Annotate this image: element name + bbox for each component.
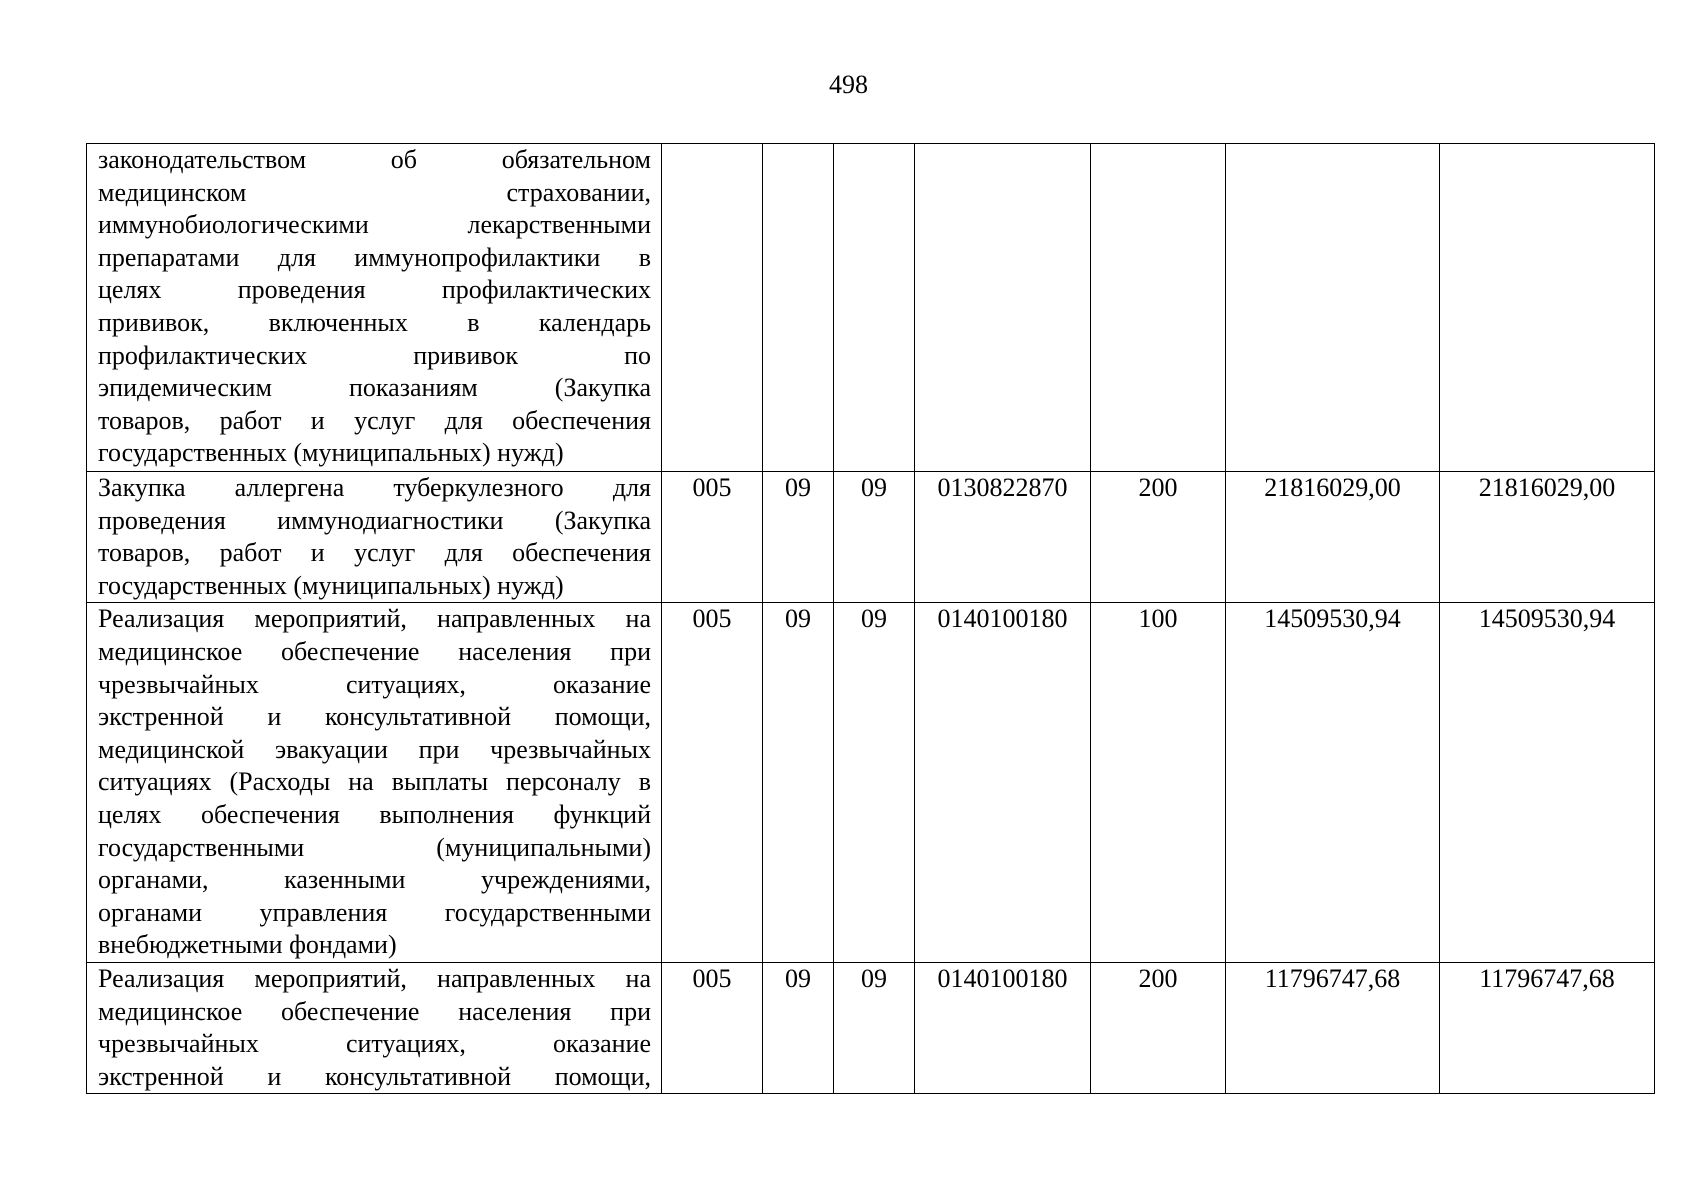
description-line: Реализация мероприятий, направленных на (98, 604, 651, 634)
description-line: чрезвычайных ситуациях, оказание (98, 1029, 651, 1059)
subsection-code (834, 144, 915, 472)
description-line: целях проведения профилактических (98, 275, 651, 305)
description-line: профилактических прививок по (98, 340, 651, 370)
budget-table (86, 143, 1655, 1094)
row-description (87, 603, 662, 963)
amount-1 (1226, 144, 1440, 472)
description-line: медицинское обеспечение населения при (98, 996, 651, 1026)
description-line: товаров, работ и услуг для обеспечения (98, 538, 651, 568)
ministry-code: 005 (662, 962, 763, 1093)
description-line: товаров, работ и услуг для обеспечения (98, 405, 651, 435)
description-line: Реализация мероприятий, направленных на (98, 963, 651, 993)
row-description (87, 962, 662, 1093)
table-row (87, 144, 1655, 472)
section-code: 09 (763, 472, 834, 603)
target-article-code (915, 144, 1091, 472)
expense-type-code: 200 (1091, 962, 1226, 1093)
table-row (87, 472, 1655, 603)
row-description (87, 144, 662, 472)
ministry-code: 005 (662, 603, 763, 963)
description-line: Закупка аллергена туберкулезного для (98, 473, 651, 502)
amount-2: 11796747,68 (1440, 962, 1655, 1093)
amount-2: 14509530,94 (1440, 603, 1655, 963)
description-line: проведения иммунодиагностики (Закупка (98, 505, 651, 535)
subsection-code: 09 (834, 603, 915, 963)
description-line: экстренной и консультативной помощи, (98, 702, 651, 732)
subsection-code: 09 (834, 472, 915, 603)
description-line: препаратами для иммунопрофилактики в (98, 242, 651, 272)
row-description (87, 472, 662, 603)
expense-type-code: 100 (1091, 603, 1226, 963)
description-line: целях обеспечения выполнения функций (98, 799, 651, 829)
table-row (87, 603, 1655, 963)
subsection-code: 09 (834, 962, 915, 1093)
target-article-code: 0140100180 (915, 962, 1091, 1093)
amount-1: 14509530,94 (1226, 603, 1440, 963)
description-line: внебюджетными фондами) (98, 930, 397, 960)
description-line: экстренной и консультативной помощи, (98, 1061, 651, 1091)
description-line: ситуациях (Расходы на выплаты персоналу в (98, 767, 651, 797)
description-line: органами, казенными учреждениями, (98, 865, 651, 895)
description-line: государственными (муниципальными) (98, 832, 651, 862)
description-line: чрезвычайных ситуациях, оказание (98, 669, 651, 699)
target-article-code: 0140100180 (915, 603, 1091, 963)
description-line: государственных (муниципальных) нужд) (98, 570, 564, 600)
amount-2 (1440, 144, 1655, 472)
description-line: медицинское обеспечение населения при (98, 636, 651, 666)
description-line: медицинской эвакуации при чрезвычайных (98, 734, 651, 764)
section-code: 09 (763, 603, 834, 963)
section-code: 09 (763, 962, 834, 1093)
amount-1: 21816029,00 (1226, 472, 1440, 603)
table-row (87, 962, 1655, 1093)
amount-1: 11796747,68 (1226, 962, 1440, 1093)
description-line: государственных (муниципальных) нужд) (98, 438, 564, 468)
amount-2: 21816029,00 (1440, 472, 1655, 603)
description-line: прививок, включенных в календарь (98, 307, 651, 337)
description-line: эпидемическим показаниям (Закупка (98, 373, 651, 403)
description-line: медицинском страховании, (98, 177, 651, 207)
expense-type-code (1091, 144, 1226, 472)
section-code (763, 144, 834, 472)
description-line: законодательством об обязательном (98, 145, 651, 174)
description-line: органами управления государственными (98, 897, 651, 927)
description-line: иммунобиологическими лекарственными (98, 210, 651, 240)
expense-type-code: 200 (1091, 472, 1226, 603)
target-article-code: 0130822870 (915, 472, 1091, 603)
page-number: 498 (829, 70, 868, 99)
ministry-code: 005 (662, 472, 763, 603)
ministry-code (662, 144, 763, 472)
